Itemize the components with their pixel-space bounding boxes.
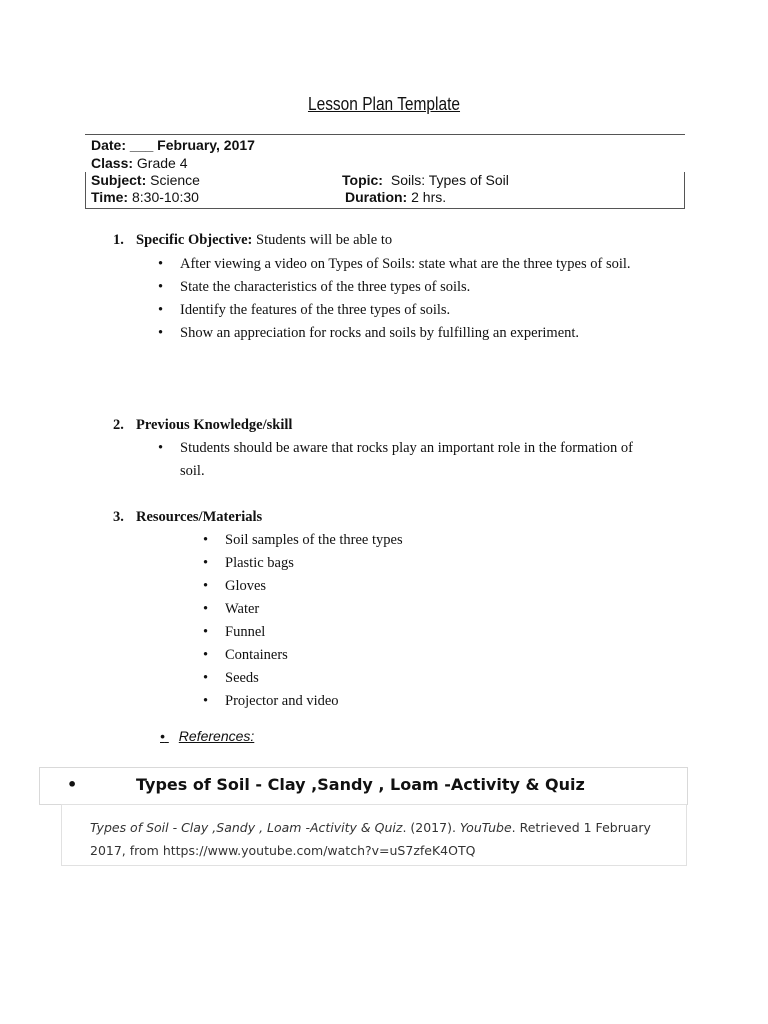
list-item	[203, 621, 603, 644]
time-label: Time:	[91, 189, 129, 205]
section-number: 1.	[113, 232, 124, 248]
subject-value: Science	[150, 172, 200, 188]
bullet-icon: •	[203, 532, 209, 548]
section-heading	[136, 414, 292, 437]
citation-site: YouTube	[459, 820, 512, 835]
list-item-text: Soil samples of the three types	[225, 532, 403, 548]
list-item	[158, 253, 658, 276]
subject-label: Subject:	[91, 172, 147, 188]
list-item	[203, 667, 603, 690]
duration-value: 2 hrs.	[411, 189, 447, 205]
list-item	[203, 598, 603, 621]
objective-list	[158, 253, 658, 345]
list-item	[203, 552, 603, 575]
citation-title: Types of Soil - Clay ,Sandy , Loam -Activity & Quiz	[90, 820, 403, 835]
lesson-header	[85, 134, 685, 210]
bullet-icon: •	[158, 256, 164, 272]
list-item	[203, 690, 603, 713]
bullet-icon: •	[158, 440, 164, 456]
section-heading-bold: Specific Objective:	[136, 232, 253, 248]
list-item-text: Identify the features of the three types of soils.	[180, 302, 451, 318]
bullet-icon: •	[158, 302, 164, 318]
list-item-text: Plastic bags	[225, 555, 294, 571]
section-number: 2.	[113, 417, 124, 433]
document-title: Lesson Plan Template	[307, 94, 461, 114]
list-item-text: Seeds	[225, 670, 259, 686]
section-number: 3.	[113, 509, 124, 525]
duration-row	[345, 189, 446, 205]
time-value: 8:30-10:30	[131, 189, 199, 205]
list-item-text: State the characteristics of the three types of soils.	[180, 279, 471, 295]
section-heading	[136, 229, 392, 252]
citation-box	[61, 804, 687, 866]
section-heading-bold: Resources/Materials	[136, 509, 263, 525]
list-item-text: Containers	[225, 647, 288, 663]
citation-text	[90, 816, 670, 862]
list-item	[158, 322, 658, 345]
references-label	[160, 728, 254, 744]
header-top-rule	[85, 134, 685, 135]
materials-list	[203, 529, 603, 713]
bullet-icon: •	[203, 578, 209, 594]
section-heading-bold: Previous Knowledge/skill	[136, 417, 293, 433]
bullet-icon: •	[203, 624, 209, 640]
duration-label: Duration:	[345, 189, 408, 205]
bullet-icon: •	[203, 601, 209, 617]
class-value: Grade 4	[136, 155, 188, 171]
date-row	[91, 137, 255, 153]
bullet-icon: •	[203, 670, 209, 686]
list-item-text: Funnel	[225, 624, 266, 640]
list-item-text: Projector and video	[225, 693, 339, 709]
bullet-icon: •	[203, 555, 209, 571]
list-item	[158, 276, 658, 299]
list-item-text: Gloves	[225, 578, 267, 594]
list-item	[158, 437, 658, 483]
section-heading-rest: Students will be able to	[256, 232, 393, 248]
list-item-text: Students should be aware that rocks play an important role in the formation of soil.	[180, 440, 634, 479]
list-item-text: Water	[225, 601, 260, 617]
citation-rest: . Retrieved 1 February 2017, from https://www.youtube.com/watch?v=uS7zfeK4OTQ	[90, 820, 651, 858]
section-heading	[136, 506, 262, 529]
list-item-text: After viewing a video on Types of Soils: state what are the three types of soil.	[180, 256, 631, 272]
citation-year: . (2017).	[402, 820, 460, 835]
date-label: Date:	[91, 137, 127, 153]
topic-row	[342, 172, 509, 188]
date-value: ___ February, 2017	[129, 137, 255, 153]
references-text: References:	[178, 728, 255, 744]
video-reference[interactable]	[39, 767, 688, 805]
bullet-icon: •	[203, 647, 209, 663]
bullet-icon: •	[158, 279, 164, 295]
topic-label: Topic:	[342, 172, 383, 188]
list-item	[203, 529, 603, 552]
topic-value: Soils: Types of Soil	[390, 172, 509, 188]
list-item-text: Show an appreciation for rocks and soils by fulfilling an experiment.	[180, 325, 580, 341]
list-item	[203, 644, 603, 667]
knowledge-list	[158, 437, 658, 483]
bullet-icon: •	[158, 325, 164, 341]
class-label: Class:	[91, 155, 134, 171]
bullet-icon: •	[67, 775, 78, 794]
bullet-icon: •	[160, 728, 165, 744]
list-item	[203, 575, 603, 598]
time-row	[91, 189, 199, 205]
list-item	[158, 299, 658, 322]
subject-row	[91, 172, 200, 188]
class-row	[91, 155, 188, 171]
video-title-link[interactable]: Types of Soil - Clay ,Sandy , Loam -Activity & Quiz	[136, 775, 585, 794]
bullet-icon: •	[203, 693, 209, 709]
